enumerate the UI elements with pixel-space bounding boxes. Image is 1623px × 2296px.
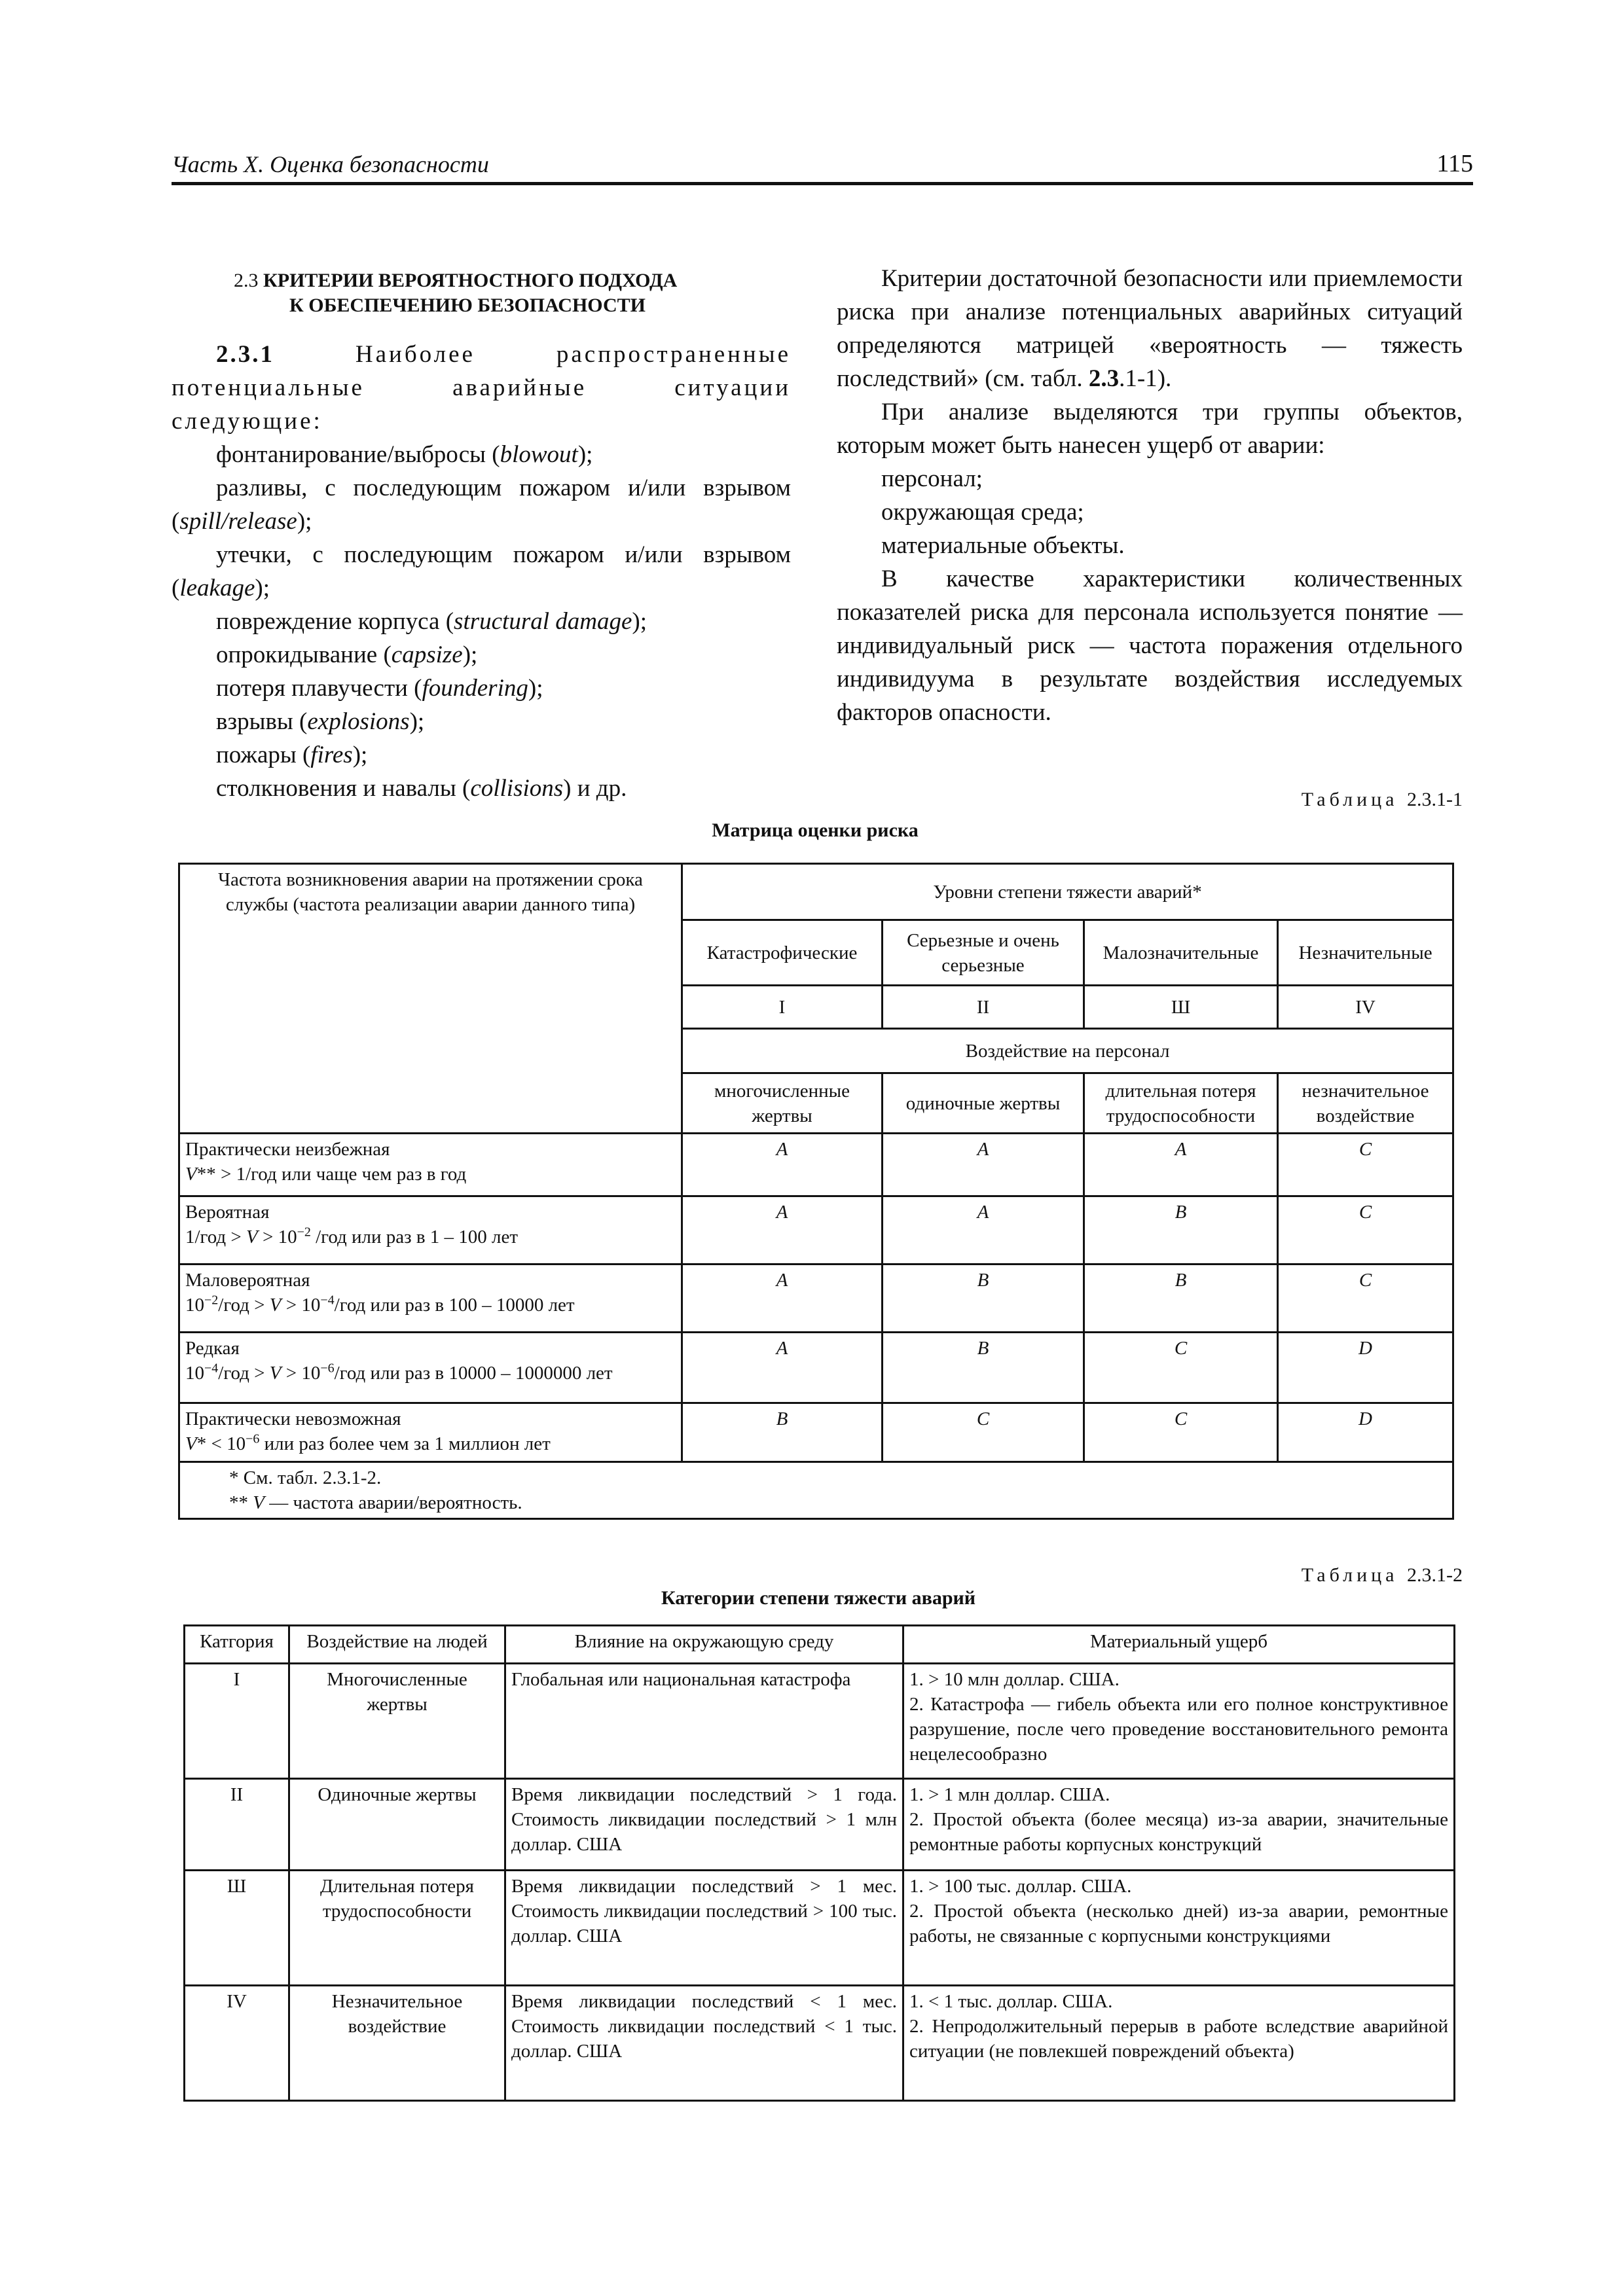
english-term: spill/release bbox=[179, 508, 297, 535]
impact-name: длительная потеря трудоспособности bbox=[1084, 1073, 1278, 1134]
severity-name: Малозначительные bbox=[1084, 920, 1278, 986]
risk-row bbox=[179, 1196, 1453, 1265]
page-header bbox=[172, 145, 1473, 185]
frequency-cell bbox=[179, 1403, 682, 1462]
hazard-item: столкновения и навалы (collisions) и др. bbox=[216, 775, 627, 802]
hazard-item: фонтанирование/выбросы (blowout); bbox=[216, 441, 593, 468]
table2-title: Категории степени тяжести аварий bbox=[661, 1587, 976, 1609]
english-term: foundering bbox=[422, 675, 528, 702]
frequency-condition: $V* < 10^{-6}$ или раз более чем за 1 миллион лет bbox=[185, 1431, 551, 1454]
damage-item: 2. Простой объекта (более месяца) из-за аварии, значительные ремонтные работы корпусных конструкций bbox=[909, 1809, 1448, 1855]
frequency-cell bbox=[179, 1134, 682, 1196]
section-heading bbox=[172, 268, 791, 318]
damage-item: 2. Простой объекта (несколько дней) из-за аварии, ремонтные работы, не связанные с корпусными конструкциями bbox=[909, 1901, 1448, 1946]
risk-category: C bbox=[883, 1403, 1084, 1462]
group-item: персонал; bbox=[881, 465, 983, 492]
risk-category: C bbox=[1278, 1134, 1453, 1196]
section-title-line2: К ОБЕСПЕЧЕНИЮ БЕЗОПАСНОСТИ bbox=[289, 295, 646, 316]
risk-category: B bbox=[883, 1265, 1084, 1333]
table1-footnotes bbox=[179, 1462, 1453, 1519]
frequency-name: Маловероятная bbox=[185, 1270, 310, 1291]
severity-name: Катастрофические bbox=[682, 920, 883, 986]
severity-row bbox=[185, 1871, 1455, 1986]
frequency-name: Практически неизбежная bbox=[185, 1139, 390, 1160]
damage-item: 1. < 1 тыс. доллар. США. bbox=[909, 1991, 1113, 2012]
risk-row bbox=[179, 1403, 1453, 1462]
risk-category: A bbox=[883, 1134, 1084, 1196]
impact-name: многочисленные жертвы bbox=[682, 1073, 883, 1134]
table1-label: Таблица 2.3.1-1 bbox=[1301, 789, 1463, 810]
environment-cell: Время ликвидации последствий < 1 мес. Стоимость ликвидации последствий < 1 тыс. доллар. США bbox=[505, 1986, 903, 2101]
section-number: 2.3 bbox=[234, 270, 259, 291]
group-item: окружающая среда; bbox=[881, 499, 1084, 526]
english-term: collisions bbox=[470, 775, 564, 802]
frequency-condition: V** > 1/год или чаще чем раз в год bbox=[185, 1164, 467, 1185]
frequency-condition: $1/год > V > 10^{-2}$ /год или раз в 1 – 100 лет bbox=[185, 1225, 519, 1247]
risk-category: A bbox=[682, 1134, 883, 1196]
people-impact-cell: Незначительное воздействие bbox=[289, 1986, 505, 2101]
risk-row bbox=[179, 1265, 1453, 1333]
frequency-condition: $10^{-2}$/год > $V > 10^{-4}$/год или раз в 100 – 10000 лет bbox=[185, 1293, 575, 1316]
risk-category: A bbox=[682, 1196, 883, 1265]
left-column bbox=[172, 262, 791, 805]
paragraph-2-3-1 bbox=[172, 338, 791, 438]
table1-title: Матрица оценки риска bbox=[712, 819, 919, 841]
footnote: * См. табл. 2.3.1-2. bbox=[229, 1467, 382, 1488]
damage-item: 1. > 100 тыс. доллар. США. bbox=[909, 1876, 1132, 1897]
severity-level: IV bbox=[1278, 986, 1453, 1029]
severity-categories-table bbox=[183, 1624, 1455, 2102]
hazard-item: разливы, с последующим пожаром и/или взрывом (spill/release); bbox=[172, 475, 791, 535]
risk-category: C bbox=[1084, 1333, 1278, 1403]
people-impact-cell: Многочисленные жертвы bbox=[289, 1664, 505, 1779]
frequency-header: Частота возникновения аварии на протяжении срока службы (частота реализации аварии данного типа) bbox=[179, 864, 682, 1134]
english-term: explosions bbox=[307, 708, 410, 735]
damage-item: 2. Катастрофа — гибель объекта или его полное конструктивное разрушение, после чего проведение восстановительного ремонта нецелесообразно bbox=[909, 1694, 1448, 1765]
risk-category: A bbox=[682, 1265, 883, 1333]
paragraph-number: 2.3.1 bbox=[216, 341, 274, 368]
impact-name: одиночные жертвы bbox=[883, 1073, 1084, 1134]
individual-risk-paragraph: В качестве характеристики количественных показателей риска для персонала используется понятие — индивидуальный риск — частота поражения отдельного индивидуума в результате воздействия исследуемых факторов опасности. bbox=[837, 565, 1463, 726]
damage-cell bbox=[903, 1986, 1455, 2101]
hazard-item: повреждение корпуса (structural damage); bbox=[216, 608, 647, 635]
english-term: leakage bbox=[179, 575, 255, 601]
risk-category: B bbox=[682, 1403, 883, 1462]
severity-row bbox=[185, 1779, 1455, 1871]
criteria-paragraph: Критерии достаточной безопасности или приемлемости риска при анализе потенциальных аварийных ситуаций определяются матрицей «вероятность — тяжесть последствий» (см. табл. 2.3.1-1). bbox=[837, 265, 1463, 392]
english-term: blowout bbox=[500, 441, 578, 468]
category-cell: IV bbox=[185, 1986, 289, 2101]
risk-category: C bbox=[1278, 1196, 1453, 1265]
risk-category: B bbox=[1084, 1265, 1278, 1333]
risk-category: D bbox=[1278, 1333, 1453, 1403]
column-header: Материальный ущерб bbox=[903, 1626, 1455, 1664]
frequency-cell bbox=[179, 1265, 682, 1333]
english-term: structural damage bbox=[454, 608, 632, 635]
risk-matrix-table bbox=[178, 863, 1454, 1520]
column-header: Катгория bbox=[185, 1626, 289, 1664]
section-title-line1: КРИТЕРИИ ВЕРОЯТНОСТНОГО ПОДХОДА bbox=[263, 270, 678, 291]
hazard-item: опрокидывание (capsize); bbox=[216, 641, 478, 668]
damage-cell bbox=[903, 1871, 1455, 1986]
frequency-cell bbox=[179, 1196, 682, 1265]
severity-name: Серьезные и очень серьезные bbox=[883, 920, 1084, 986]
environment-cell: Время ликвидации последствий > 1 года. Стоимость ликвидации последствий > 1 млн доллар. США bbox=[505, 1779, 903, 1871]
environment-cell: Глобальная или национальная катастрофа bbox=[505, 1664, 903, 1779]
risk-category: D bbox=[1278, 1403, 1453, 1462]
severity-level: I bbox=[682, 986, 883, 1029]
risk-row bbox=[179, 1134, 1453, 1196]
risk-category: C bbox=[1278, 1265, 1453, 1333]
footnote: ** V — частота аварии/вероятность. bbox=[229, 1492, 522, 1513]
risk-category: B bbox=[883, 1333, 1084, 1403]
people-impact-cell: Длительная потеря трудоспособности bbox=[289, 1871, 505, 1986]
paragraph-text: Наиболее распространенные потенциальные аварийные ситуации следующие: bbox=[172, 341, 791, 435]
running-title: Часть X. Оценка безопасности bbox=[172, 151, 489, 177]
hazard-item: взрывы (explosions); bbox=[216, 708, 425, 735]
risk-category: C bbox=[1084, 1403, 1278, 1462]
damage-cell bbox=[903, 1664, 1455, 1779]
english-term: capsize bbox=[391, 641, 463, 668]
risk-category: A bbox=[1084, 1134, 1278, 1196]
severity-header: Уровни степени тяжести аварий* bbox=[682, 864, 1453, 920]
damage-item: 1. > 10 млн доллар. США. bbox=[909, 1669, 1120, 1690]
english-term: fires bbox=[310, 742, 353, 768]
severity-row bbox=[185, 1664, 1455, 1779]
environment-cell: Время ликвидации последствий > 1 мес. Стоимость ликвидации последствий > 100 тыс. доллар. США bbox=[505, 1871, 903, 1986]
severity-name: Незначительные bbox=[1278, 920, 1453, 986]
risk-row bbox=[179, 1333, 1453, 1403]
right-column bbox=[837, 262, 1463, 729]
frequency-name: Вероятная bbox=[185, 1202, 270, 1223]
column-header: Влияние на окружающую среду bbox=[505, 1626, 903, 1664]
category-cell: Ш bbox=[185, 1871, 289, 1986]
column-header: Воздействие на людей bbox=[289, 1626, 505, 1664]
page-number: 115 bbox=[1436, 150, 1473, 177]
severity-level: II bbox=[883, 986, 1084, 1029]
hazard-item: утечки, с последующим пожаром и/или взрывом (leakage); bbox=[172, 541, 791, 601]
groups-intro-paragraph: При анализе выделяются три группы объектов, которым может быть нанесен ущерб от аварии: bbox=[837, 399, 1463, 459]
category-cell: I bbox=[185, 1664, 289, 1779]
severity-level: Ш bbox=[1084, 986, 1278, 1029]
table2-label: Таблица 2.3.1-2 bbox=[1301, 1564, 1463, 1586]
damage-item: 1. > 1 млн доллар. США. bbox=[909, 1784, 1110, 1805]
frequency-name: Редкая bbox=[185, 1338, 240, 1359]
category-cell: II bbox=[185, 1779, 289, 1871]
group-item: материальные объекты. bbox=[881, 532, 1125, 559]
frequency-cell bbox=[179, 1333, 682, 1403]
impact-header: Воздействие на персонал bbox=[682, 1029, 1453, 1073]
risk-category: B bbox=[1084, 1196, 1278, 1265]
risk-category: A bbox=[682, 1333, 883, 1403]
people-impact-cell: Одиночные жертвы bbox=[289, 1779, 505, 1871]
damage-item: 2. Непродолжительный перерыв в работе вследствие аварийной ситуации (не повлекшей повреждений объекта) bbox=[909, 2016, 1448, 2062]
impact-name: незначительное воздействие bbox=[1278, 1073, 1453, 1134]
frequency-condition: $10^{-4}$/год > $V > 10^{-6}$/год или раз в 10000 – 1000000 лет bbox=[185, 1361, 613, 1384]
frequency-name: Практически невозможная bbox=[185, 1408, 401, 1429]
severity-row bbox=[185, 1986, 1455, 2101]
hazard-list bbox=[172, 438, 791, 805]
damage-cell bbox=[903, 1779, 1455, 1871]
risk-category: A bbox=[883, 1196, 1084, 1265]
hazard-item: потеря плавучести (foundering); bbox=[216, 675, 543, 702]
hazard-item: пожары (fires); bbox=[216, 742, 368, 768]
